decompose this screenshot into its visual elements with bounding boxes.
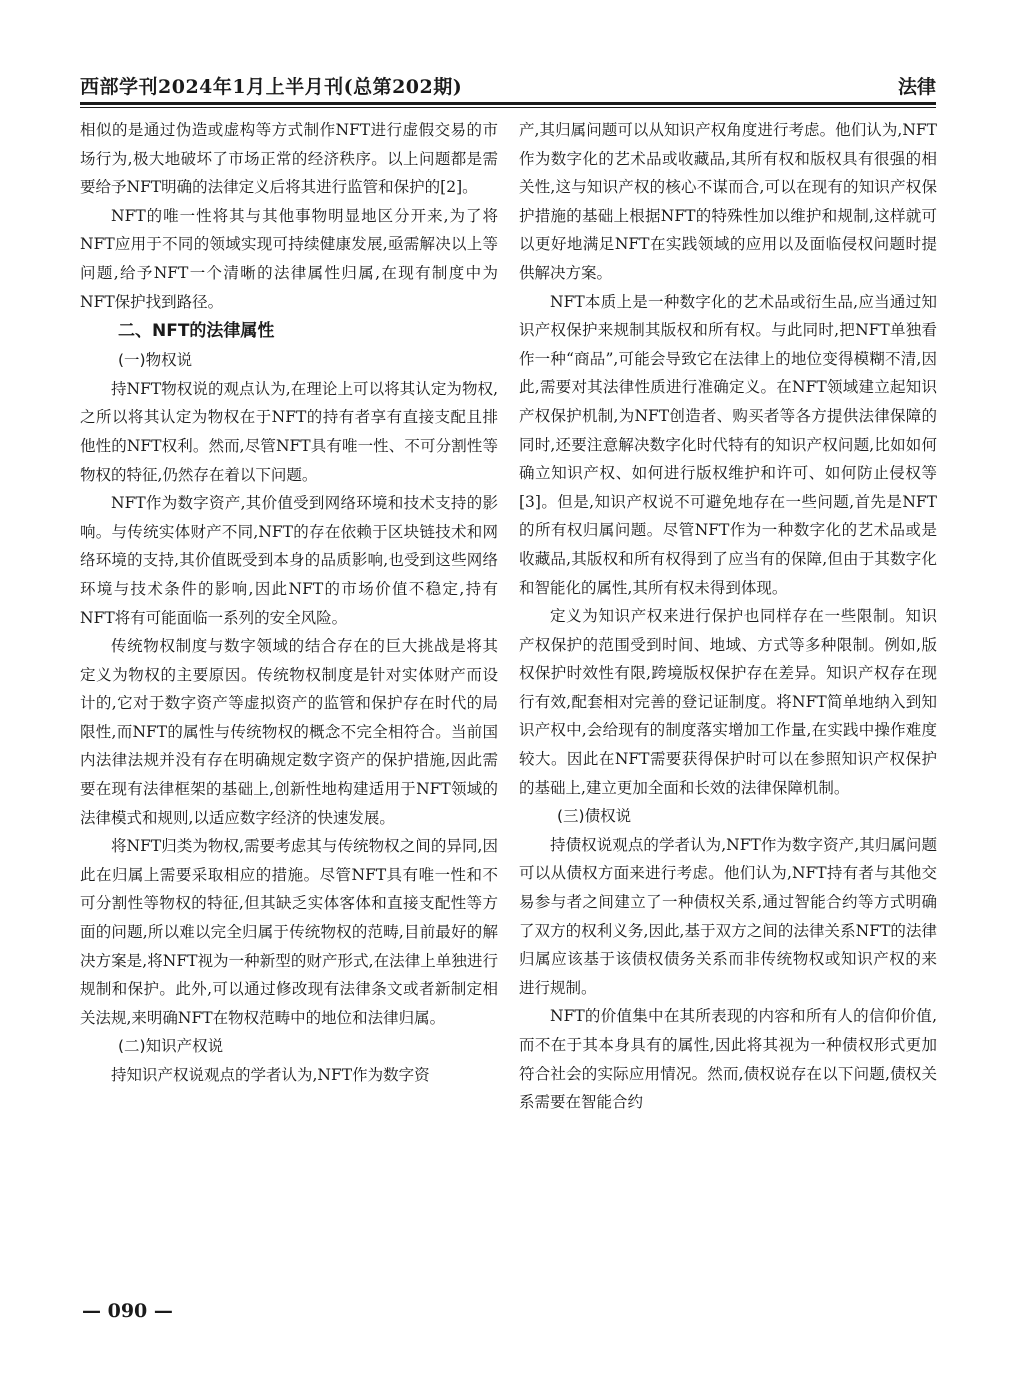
paragraph: NFT的唯一性将其与其他事物明显地区分开来,为了将NFT应用于不同的领域实现可持续健康发展,亟需解决以上等问题,给予NFT一个清晰的法律属性归属,在现有制度中为NFT保护找到路径。 — [80, 206, 498, 311]
page-header — [80, 66, 936, 100]
paragraph: 相似的是通过伪造或虚构等方式制作NFT进行虚假交易的市场行为,极大地破坏了市场正常的经济秩序。以上问题都是需要给予NFT明确的法律定义后将其进行监管和保护的[2]。 — [80, 121, 498, 197]
subsection-heading: (三)债权说 — [557, 807, 632, 826]
subsection-heading: (一)物权说 — [118, 351, 193, 370]
paragraph: NFT的价值集中在其所表现的内容和所有人的信仰价值,而不在于其本身具有的属性,因此将其视为一种债权形式更加符合社会的实际应用情况。然而,债权说存在以下问题,债权关系需要在智能合约 — [519, 1007, 937, 1112]
header-rule — [80, 102, 936, 105]
paragraph: 将NFT归类为物权,需要考虑其与传统物权之间的异同,因此在归属上需要采取相应的措施。尽管NFT具有唯一性和不可分割性等物权的特征,但其缺乏实体客体和直接支配性等方面的问题,所以难以完全归属于传统物权的范畴,目前最好的解决方案是,将NFT视为一种新型的财产形式,在法律上单独进行规制和保护。此外,可以通过修改现有法律条文或者新制定相关法规,来明确NFT在物权范畴中的地位和法律归属。 — [80, 837, 498, 1027]
paragraph: NFT作为数字资产,其价值受到网络环境和技术支持的影响。与传统实体财产不同,NFT的存在依赖于区块链技术和网络环境的支持,其价值既受到本身的品质影响,也受到这些网络环境与技术条件的影响,因此NFT的市场价值不稳定,持有NFT将有可能面临一系列的安全风险。 — [80, 494, 498, 627]
paragraph: NFT本质上是一种数字化的艺术品或衍生品,应当通过知识产权保护来规制其版权和所有权。与此同时,把NFT单独看作一种“商品”,可能会导致它在法律上的地位变得模糊不清,因此,需要对其法律性质进行准确定义。在NFT领域建立起知识产权保护机制,为NFT创造者、购买者等各方提供法律保障的同时,还要注意解决数字化时代特有的知识产权问题,比如如何确立知识产权、如何进行版权维护和许可、如何防止侵权等[3]。但是,知识产权说不可避免地存在一些问题,首先是NFT的所有权归属问题。尽管NFT作为一种数字化的艺术品或是收藏品,其版权和所有权得到了应当有的保障,但由于其数字化和智能化的属性,其所有权未得到体现。 — [519, 292, 937, 597]
section-heading: 二、NFT的法律属性 — [118, 321, 275, 342]
subsection-heading: (二)知识产权说 — [118, 1037, 224, 1056]
right-column — [519, 116, 937, 1117]
header-rule-thin — [80, 107, 936, 108]
paragraph: 持债权说观点的学者认为,NFT作为数字资产,其归属问题可以从债权方面来进行考虑。他们认为,NFT持有者与其他交易参与者之间建立了一种债权关系,通过智能合约等方式明确了双方的权利义务,因此,基于双方之间的法律关系NFT的法律归属应该基于该债权债务关系而非传统物权或知识产权的来进行规制。 — [519, 835, 937, 997]
paragraph: 持知识产权说观点的学者认为,NFT作为数字资 — [111, 1066, 430, 1084]
paragraph: 持NFT物权说的观点认为,在理论上可以将其认定为物权,之所以将其认定为物权在于NFT的持有者享有直接支配且排他性的NFT权利。然而,尽管NFT具有唯一性、不可分割性等物权的特征,仍然存在着以下问题。 — [80, 379, 498, 484]
paragraph: 传统物权制度与数字领域的结合存在的巨大挑战是将其定义为物权的主要原因。传统物权制度是针对实体财产而设计的,它对于数字资产等虚拟资产的监管和保护存在时代的局限性,而NFT的属性与传统物权的概念不完全相符合。当前国内法律法规并没有存在明确规定数字资产的保护措施,因此需要在现有法律框架的基础上,创新性地构建适用于NFT领域的法律模式和规则,以适应数字经济的快速发展。 — [80, 637, 498, 827]
page-number: — 090 — — [82, 1300, 173, 1322]
paragraph: 定义为知识产权来进行保护也同样存在一些限制。知识产权保护的范围受到时间、地域、方式等多种限制。例如,版权保护时效性有限,跨境版权保护存在差异。知识产权存在现行有效,配套相对完善的登记证制度。将NFT简单地纳入到知识产权中,会给现有的制度落实增加工作量,在实践中操作难度较大。因此在NFT需要获得保护时可以在参照知识产权保护的基础上,建立更加全面和长效的法律保障机制。 — [519, 607, 937, 797]
paragraph: 产,其归属问题可以从知识产权角度进行考虑。他们认为,NFT作为数字化的艺术品或收藏品,其所有权和版权具有很强的相关性,这与知识产权的核心不谋而合,可以在现有的知识产权保护措施的基础上根据NFT的特殊性加以维护和规制,这样就可以更好地满足NFT在实践领域的应用以及面临侵权问题时提供解决方案。 — [519, 121, 937, 282]
left-column — [80, 116, 498, 1090]
journal-title: 西部学刊2024年1月上半月刊(总第202期) — [80, 76, 463, 98]
section-label: 法律 — [897, 76, 936, 98]
